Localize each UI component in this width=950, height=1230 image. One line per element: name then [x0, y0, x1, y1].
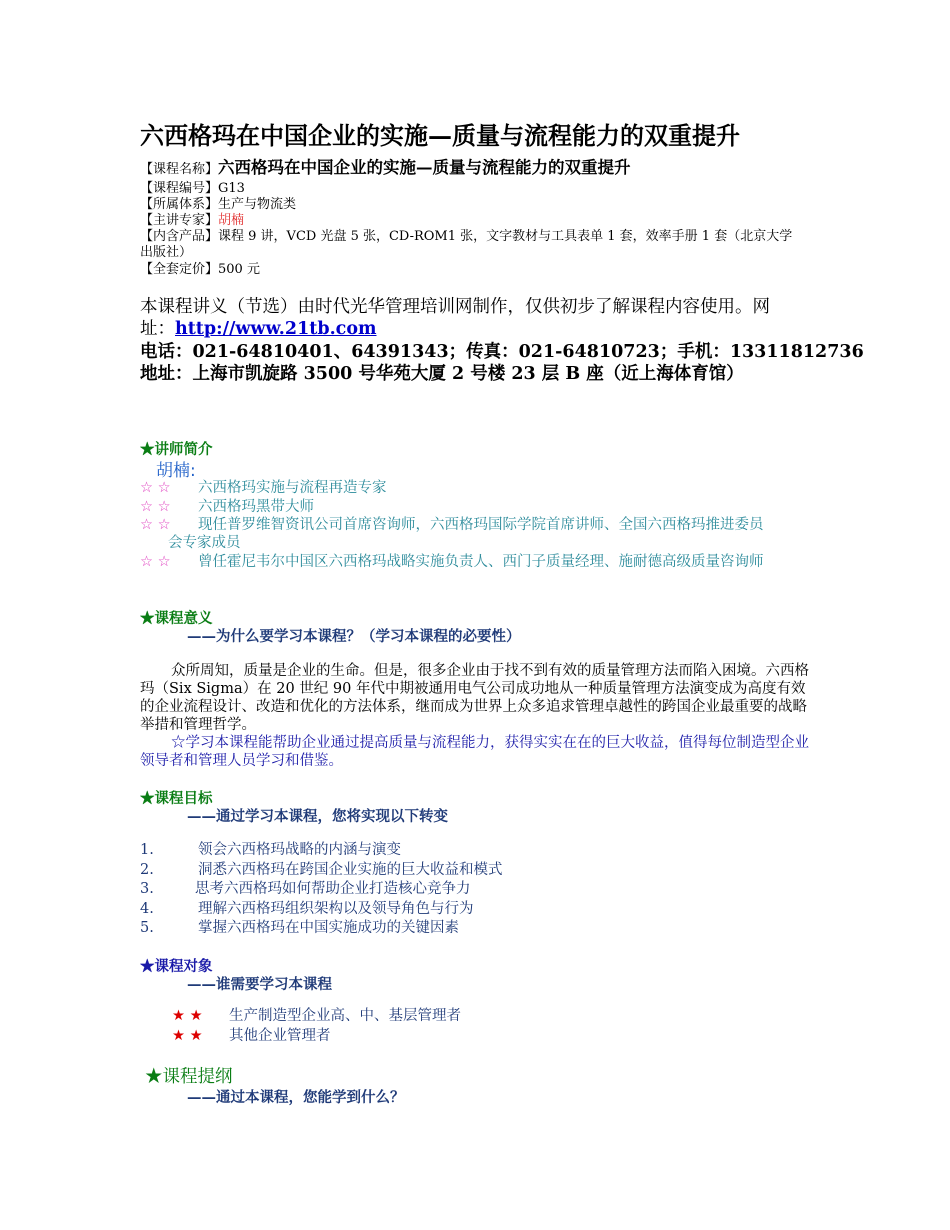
list-number: 3. [140, 881, 154, 897]
lecturer-name: 胡楠: [156, 461, 196, 481]
lecturer-bio-item [140, 516, 764, 534]
course-name-row [140, 160, 631, 178]
course-products-row [140, 229, 792, 245]
hollow-star-icon: ☆ ☆ [140, 499, 171, 515]
section-title: 课程对象 [154, 958, 213, 975]
page-title: 六西格玛在中国企业的实施—质量与流程能力的双重提升 [140, 121, 740, 150]
bio-text-cont: 会专家成员 [168, 535, 241, 551]
course-price-value: 500 元 [218, 262, 260, 277]
list-text: 思考六西格玛如何帮助企业打造核心竞争力 [195, 881, 471, 897]
hollow-star-icon: ☆ ☆ [140, 517, 171, 533]
section-subtitle: ——通过本课程，您能学到什么？ [187, 1089, 405, 1106]
website-link[interactable]: http://www.21tb.com [175, 319, 377, 339]
red-star-icon: ★ ★ [172, 1027, 203, 1044]
course-system-label: 【所属体系】 [140, 197, 219, 212]
course-expert-row [140, 213, 244, 229]
course-code-row [140, 181, 245, 197]
bio-text: 六西格玛黑带大师 [198, 499, 314, 515]
notice-url-label: 址： [140, 319, 175, 339]
audience-list [172, 1007, 461, 1046]
star-icon: ★ [140, 441, 155, 458]
list-item [140, 919, 503, 939]
significance-paragraph: 众所周知，质量是企业的生命。但是，很多企业由于找不到有效的质量管理方法而陷入困境。六西格玛（Six Sigma）在 20 世纪 90 年代中期被通用电气公司成功地从一种质量管理方法演变成为高度有效的企业流程设计、改造和优化的方法体系，继而成为世界上众多追求管理卓越性的跨国企业最重要的战略举措和管理哲学。 [140, 663, 809, 733]
section-outline-heading [145, 1063, 233, 1088]
course-expert-value: 胡楠 [218, 213, 245, 228]
list-number: 1. [140, 842, 154, 858]
star-icon: ★ [140, 958, 155, 975]
star-icon: ★ [145, 1067, 163, 1087]
course-products-value: 课程 9 讲，VCD 光盘 5 张，CD-ROM1 张，文字教材与工具表单 1 套，效率手册 1 套（北京大学 [218, 229, 793, 244]
star-icon: ★ [140, 610, 155, 627]
course-code-value: G13 [218, 181, 245, 196]
course-name-value: 六西格玛在中国企业的实施—质量与流程能力的双重提升 [218, 158, 631, 177]
list-item [140, 841, 503, 861]
list-number: 4. [140, 900, 154, 917]
list-text: 理解六西格玛组织架构以及领导角色与行为 [198, 900, 474, 917]
course-system-row [140, 197, 296, 213]
list-text: 掌握六西格玛在中国实施成功的关键因素 [198, 920, 459, 936]
course-products-cont: 出版社） [140, 245, 193, 260]
star-icon: ★ [140, 790, 155, 807]
course-products-label: 【内含产品】 [140, 229, 219, 244]
contact-phone: 电话：021-64810401、64391343；传真：021-64810723；手机：13311812736 [140, 342, 864, 362]
contact-address: 地址：上海市凯旋路 3500 号华苑大厦 2 号楼 23 层 B 座（近上海体育馆） [140, 364, 744, 384]
course-price-label: 【全套定价】 [140, 262, 219, 277]
course-code-label: 【课程编号】 [140, 181, 219, 196]
course-system-value: 生产与物流类 [218, 197, 297, 212]
course-expert-label: 【主讲专家】 [140, 213, 219, 228]
notice-line [140, 295, 770, 319]
section-subtitle: ——通过学习本课程，您将实现以下转变 [187, 808, 448, 825]
hollow-star-icon: ☆ ☆ [140, 480, 171, 496]
list-item [172, 1007, 461, 1027]
section-title: 课程目标 [154, 790, 213, 807]
list-item [140, 880, 503, 900]
notice-text: 本课程讲义（节选）由时代光华管理培训网制作，仅供初步了解课程内容使用。网 [140, 297, 770, 317]
red-star-icon: ★ ★ [172, 1008, 203, 1024]
section-subtitle: ——为什么要学习本课程？（学习本课程的必要性） [187, 628, 521, 645]
lecturer-bio-item [140, 498, 314, 516]
lecturer-bio-item [140, 553, 764, 571]
list-item [140, 900, 503, 920]
bio-text: 现任普罗维智资讯公司首席咨询师，六西格玛国际学院首席讲师、全国六西格玛推进委员 [198, 517, 764, 533]
bio-text: 曾任霍尼韦尔中国区六西格玛战略实施负责人、西门子质量经理、施耐德高级质量咨询师 [198, 554, 764, 570]
section-subtitle: ——谁需要学习本课程 [187, 976, 332, 993]
goals-list [140, 841, 503, 939]
list-number: 2. [140, 861, 154, 878]
list-text: 其他企业管理者 [229, 1027, 331, 1044]
section-title: 课程提纲 [162, 1067, 233, 1087]
notice-url-row [140, 317, 377, 341]
list-number: 5. [140, 920, 154, 936]
course-name-label: 【课程名称】 [140, 162, 219, 177]
section-title: 课程意义 [154, 610, 213, 627]
bio-text: 六西格玛实施与流程再造专家 [198, 480, 387, 496]
significance-highlight: ☆学习本课程能帮助企业通过提高质量与流程能力，获得实实在在的巨大收益，值得每位制造型企业领导者和管理人员学习和借鉴。 [140, 735, 809, 769]
list-text: 领会六西格玛战略的内涵与演变 [198, 842, 401, 858]
list-item [140, 861, 503, 881]
section-title: 讲师简介 [154, 441, 213, 458]
list-text: 洞悉六西格玛在跨国企业实施的巨大收益和模式 [198, 861, 503, 878]
list-text: 生产制造型企业高、中、基层管理者 [229, 1008, 461, 1024]
hollow-star-icon: ☆ ☆ [140, 554, 171, 570]
course-price-row [140, 262, 260, 278]
lecturer-bio-item [140, 479, 387, 497]
list-item [172, 1027, 461, 1047]
